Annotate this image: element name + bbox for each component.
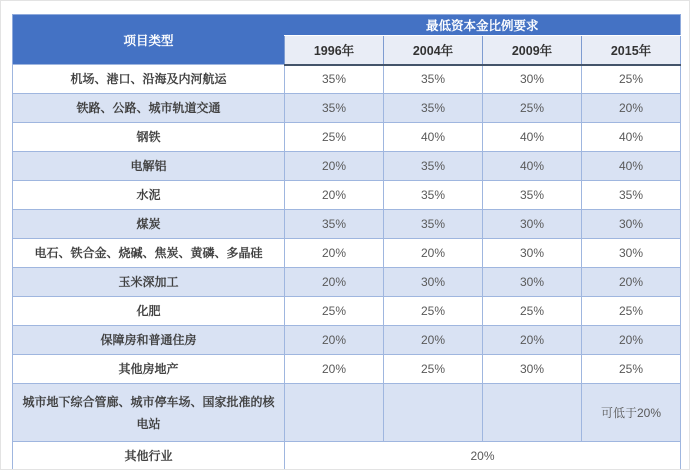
table-row xyxy=(13,152,681,181)
category-cell: 水泥 xyxy=(13,181,285,210)
value-cell: 20% xyxy=(285,152,384,181)
category-cell: 煤炭 xyxy=(13,210,285,239)
table-row xyxy=(13,239,681,268)
value-cell: 25% xyxy=(582,297,681,326)
value-cell: 40% xyxy=(483,123,582,152)
year-header-2015: 2015年 xyxy=(582,36,681,65)
year-header-1996: 1996年 xyxy=(285,36,384,65)
value-cell: 20% xyxy=(285,326,384,355)
table-row xyxy=(13,94,681,123)
table-row xyxy=(13,65,681,94)
value-cell: 30% xyxy=(483,210,582,239)
value-cell: 35% xyxy=(384,181,483,210)
table-row xyxy=(13,268,681,297)
value-cell: 可低于20% xyxy=(582,384,681,442)
value-cell: 20% xyxy=(285,355,384,384)
value-cell: 25% xyxy=(384,297,483,326)
table-row xyxy=(13,210,681,239)
value-cell: 20% xyxy=(483,326,582,355)
value-cell: 40% xyxy=(483,152,582,181)
table-row xyxy=(13,181,681,210)
category-cell: 铁路、公路、城市轨道交通 xyxy=(13,94,285,123)
value-cell: 25% xyxy=(582,65,681,94)
category-cell: 其他行业 xyxy=(13,442,285,470)
value-cell: 35% xyxy=(285,210,384,239)
table-row-merged xyxy=(13,442,681,470)
table-row xyxy=(13,326,681,355)
value-cell: 25% xyxy=(483,94,582,123)
value-cell: 20% xyxy=(285,239,384,268)
category-cell: 电石、铁合金、烧碱、焦炭、黄磷、多晶硅 xyxy=(13,239,285,268)
value-cell: 25% xyxy=(285,123,384,152)
value-cell: 35% xyxy=(285,65,384,94)
value-cell: 25% xyxy=(582,355,681,384)
value-cell: 20% xyxy=(582,268,681,297)
category-cell: 城市地下综合管廊、城市停车场、国家批准的核电站 xyxy=(13,384,285,442)
corner-header: 项目类型 xyxy=(13,15,285,65)
value-cell: 30% xyxy=(483,65,582,94)
value-cell: 20% xyxy=(384,239,483,268)
year-header-2009: 2009年 xyxy=(483,36,582,65)
category-cell: 玉米深加工 xyxy=(13,268,285,297)
value-cell: 35% xyxy=(384,152,483,181)
year-header-2004: 2004年 xyxy=(384,36,483,65)
table-row xyxy=(13,355,681,384)
value-cell: 30% xyxy=(582,239,681,268)
category-cell: 其他房地产 xyxy=(13,355,285,384)
value-cell: 30% xyxy=(483,239,582,268)
value-cell xyxy=(285,384,384,442)
value-cell: 40% xyxy=(582,152,681,181)
value-cell: 35% xyxy=(384,94,483,123)
value-cell: 35% xyxy=(384,210,483,239)
category-cell: 保障房和普通住房 xyxy=(13,326,285,355)
category-cell: 化肥 xyxy=(13,297,285,326)
value-cell: 40% xyxy=(582,123,681,152)
table-row xyxy=(13,297,681,326)
value-cell: 30% xyxy=(384,268,483,297)
category-cell: 电解铝 xyxy=(13,152,285,181)
value-cell: 20% xyxy=(285,181,384,210)
value-cell: 35% xyxy=(384,65,483,94)
value-cell: 30% xyxy=(483,355,582,384)
table-row xyxy=(13,384,681,442)
value-cell: 25% xyxy=(483,297,582,326)
merged-value-cell: 20% xyxy=(285,442,681,470)
value-cell xyxy=(483,384,582,442)
value-cell: 30% xyxy=(483,268,582,297)
capital-ratio-table xyxy=(12,14,681,470)
value-cell: 35% xyxy=(582,181,681,210)
value-cell: 40% xyxy=(384,123,483,152)
value-cell: 20% xyxy=(582,326,681,355)
category-cell: 机场、港口、沿海及内河航运 xyxy=(13,65,285,94)
table-row xyxy=(13,123,681,152)
value-cell xyxy=(384,384,483,442)
value-cell: 25% xyxy=(285,297,384,326)
value-cell: 25% xyxy=(384,355,483,384)
value-cell: 30% xyxy=(582,210,681,239)
value-cell: 20% xyxy=(582,94,681,123)
value-cell: 20% xyxy=(384,326,483,355)
value-cell: 35% xyxy=(285,94,384,123)
header-row-group xyxy=(13,15,681,36)
value-cell: 20% xyxy=(285,268,384,297)
value-cell: 35% xyxy=(483,181,582,210)
category-cell: 钢铁 xyxy=(13,123,285,152)
group-header: 最低资本金比例要求 xyxy=(285,15,681,36)
